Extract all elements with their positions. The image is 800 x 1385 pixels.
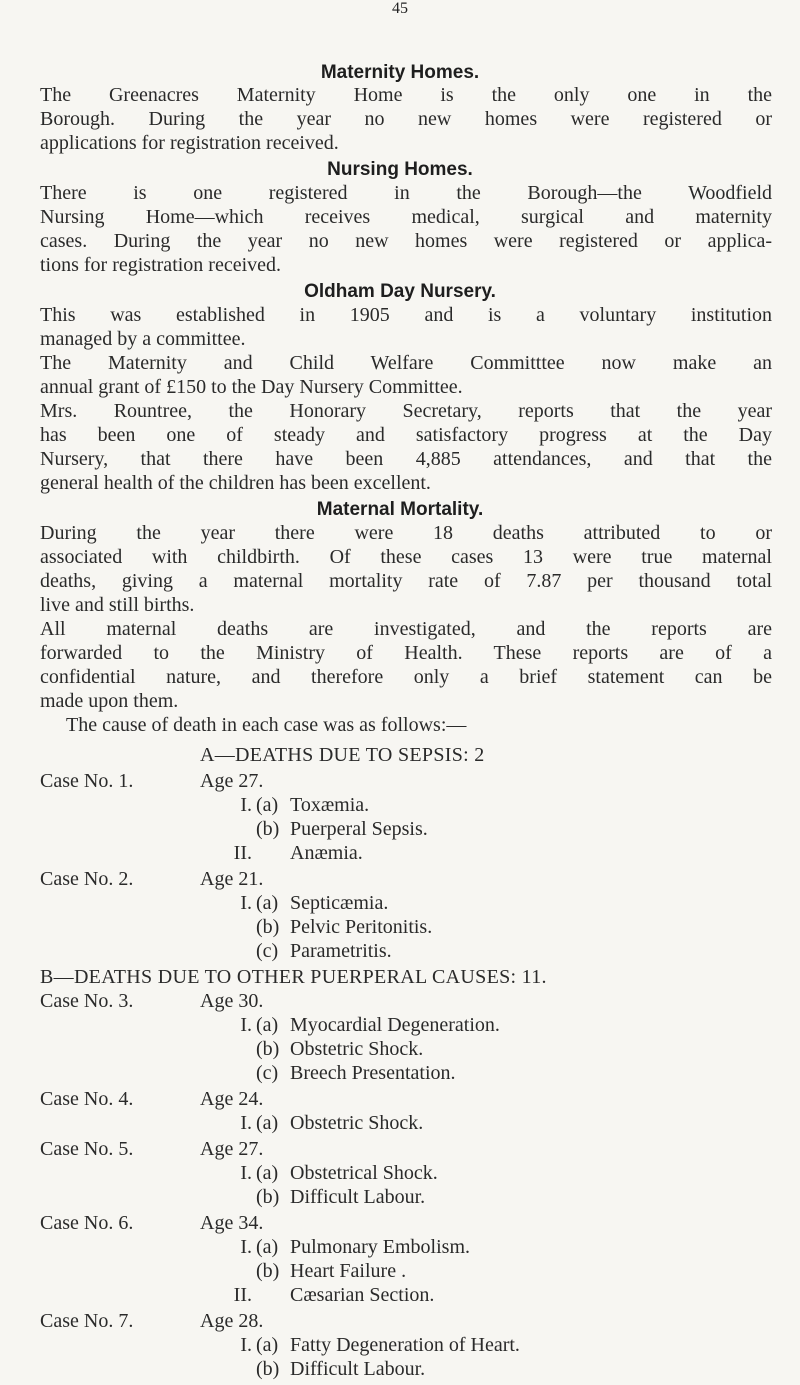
cause-line: (c) Parametritis. — [256, 940, 392, 962]
cause-line: I. (a) Obstetric Shock. — [240, 1112, 424, 1134]
paragraph-line: general health of the children has been excellent. — [40, 472, 431, 494]
paragraph-line: There is one registered in the Borough—the Woodfield — [40, 182, 772, 204]
case-age: Age 27. — [200, 770, 264, 792]
paragraph-line: managed by a committee. — [40, 328, 246, 350]
paragraph-line: made upon them. — [40, 690, 179, 712]
paragraph-line: Borough. During the year no new homes were registered or — [40, 108, 772, 130]
page-number: 45 — [392, 0, 408, 17]
case-label: Case No. 6. — [40, 1212, 134, 1234]
case-age: Age 27. — [200, 1138, 264, 1160]
cause-line: I. (a) Pulmonary Embolism. — [240, 1236, 470, 1258]
case-label: Case No. 4. — [40, 1088, 134, 1110]
case-label: Case No. 5. — [40, 1138, 134, 1160]
paragraph-line: confidential nature, and therefore only a brief statement can be — [40, 666, 772, 688]
cause-line: (b) Puerperal Sepsis. — [256, 818, 428, 840]
case-age: Age 24. — [200, 1088, 264, 1110]
group-b-title: B—DEATHS DUE TO OTHER PUERPERAL CAUSES: 11. — [40, 966, 547, 988]
case-label: Case No. 1. — [40, 770, 134, 792]
cause-line: I. (a) Myocardial Degeneration. — [240, 1014, 500, 1036]
paragraph-line: The cause of death in each case was as follows:— — [66, 714, 467, 736]
case-label: Case No. 2. — [40, 868, 134, 890]
case-age: Age 28. — [200, 1310, 264, 1332]
cause-line: I. (a) Toxæmia. — [240, 794, 370, 816]
case-label: Case No. 7. — [40, 1310, 134, 1332]
paragraph-line: deaths, giving a maternal mortality rate of 7.87 per thousand total — [40, 570, 772, 592]
paragraph-line: live and still births. — [40, 594, 195, 616]
section-heading-maternal-mortality: Maternal Mortality. — [316, 499, 484, 520]
case-label: Case No. 3. — [40, 990, 134, 1012]
paragraph-line: Mrs. Rountree, the Honorary Secretary, reports that the year — [40, 400, 772, 422]
paragraph-line: annual grant of £150 to the Day Nursery Committee. — [40, 376, 463, 398]
paragraph-line: Nursing Home—which receives medical, surgical and maternity — [40, 206, 772, 228]
cause-line: (b) Difficult Labour. — [256, 1358, 426, 1380]
cause-line: I. (a) Septicæmia. — [240, 892, 389, 914]
paragraph-line: cases. During the year no new homes were registered or applica- — [40, 230, 772, 252]
paragraph-line: During the year there were 18 deaths attributed to or — [40, 522, 772, 544]
cause-line: (b) Obstetric Shock. — [256, 1038, 424, 1060]
paragraph-line: has been one of steady and satisfactory progress at the Day — [40, 424, 772, 446]
cause-line: (b) Difficult Labour. — [256, 1186, 426, 1208]
cause-line: I. (a) Obstetrical Shock. — [240, 1162, 438, 1184]
paragraph-line: This was established in 1905 and is a voluntary institution — [40, 304, 772, 326]
cause-line: (b) Heart Failure . — [256, 1260, 407, 1282]
cause-line: (b) Pelvic Peritonitis. — [256, 916, 433, 938]
paragraph-line: All maternal deaths are investigated, and the reports are — [40, 618, 772, 640]
section-heading-day-nursery: Oldham Day Nursery. — [304, 281, 496, 302]
paragraph-line: applications for registration received. — [40, 132, 339, 154]
paragraph-line: tions for registration received. — [40, 254, 282, 276]
paragraph-line: Nursery, that there have been 4,885 attendances, and that the — [40, 448, 772, 470]
cause-line: (c) Breech Presentation. — [256, 1062, 456, 1084]
paragraph-line: forwarded to the Ministry of Health. These reports are of a — [40, 642, 772, 664]
paragraph-line: The Greenacres Maternity Home is the only one in the — [40, 84, 772, 106]
section-heading-nursing-homes: Nursing Homes. — [327, 159, 473, 180]
paragraph-line: associated with childbirth. Of these cases 13 were true maternal — [40, 546, 772, 568]
case-age: Age 30. — [200, 990, 264, 1012]
paragraph-line: The Maternity and Child Welfare Committtee now make an — [40, 352, 772, 374]
section-heading-maternity-homes: Maternity Homes. — [320, 62, 480, 83]
group-a-title: A—DEATHS DUE TO SEPSIS: 2 — [200, 744, 485, 766]
cause-line: I. (a) Fatty Degeneration of Heart. — [240, 1334, 520, 1356]
cause-line: II. Anæmia. — [233, 842, 363, 864]
case-age: Age 21. — [200, 868, 264, 890]
case-age: Age 34. — [200, 1212, 264, 1234]
cause-line: II. Cæsarian Section. — [233, 1284, 435, 1306]
